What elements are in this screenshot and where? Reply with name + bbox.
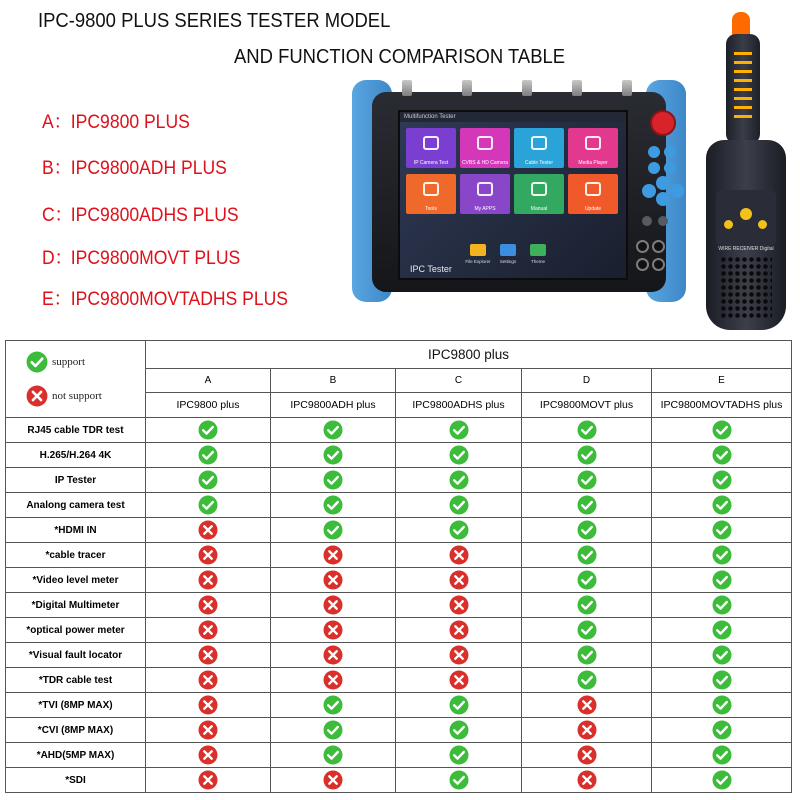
table-row: [6, 768, 792, 793]
not-support-cell: [271, 643, 396, 668]
bnc-connector: [622, 80, 632, 96]
not-support-cell: [396, 543, 522, 568]
column-model-name: IPC9800MOVT plus: [522, 393, 652, 418]
cross-icon: [198, 620, 218, 640]
app-tile: [460, 128, 510, 168]
check-icon: [323, 745, 343, 765]
not-support-cell: [146, 593, 271, 618]
support-cell: [522, 468, 652, 493]
dock-icon: [530, 244, 546, 256]
support-cell: [652, 618, 792, 643]
app-icon: [477, 136, 493, 150]
table-row: [6, 593, 792, 618]
wand-led: [734, 97, 752, 100]
support-cell: [396, 743, 522, 768]
cross-icon: [577, 770, 597, 790]
cross-icon: [449, 595, 469, 615]
model-item: [42, 152, 227, 180]
not-support-cell: [146, 693, 271, 718]
model-item: [42, 106, 190, 134]
cross-icon: [323, 570, 343, 590]
support-cell: [396, 418, 522, 443]
wand-body: [706, 140, 786, 330]
wand-neck: [726, 34, 760, 144]
check-icon: [712, 720, 732, 740]
group-header: IPC9800 plus: [146, 341, 792, 369]
support-cell: [652, 493, 792, 518]
app-label: Media Player: [578, 160, 608, 166]
app-tile: [568, 174, 618, 214]
check-icon: [577, 470, 597, 490]
not-support-cell: [271, 668, 396, 693]
function-button: [658, 216, 668, 226]
support-cell: [652, 518, 792, 543]
support-cell: [522, 518, 652, 543]
support-cell: [652, 743, 792, 768]
nav-button: [664, 162, 676, 174]
dock-label: Settings: [499, 259, 517, 264]
app-icon: [423, 136, 439, 150]
wand-led: [734, 70, 752, 73]
table-row: [6, 493, 792, 518]
table-row: [6, 743, 792, 768]
model-letter: E：: [42, 288, 72, 310]
feature-name: Analong camera test: [6, 493, 146, 518]
comparison-table: [5, 340, 792, 793]
app-icon: [423, 182, 439, 196]
arrow-right-button: [670, 184, 684, 198]
model-item: [42, 242, 240, 270]
check-icon: [577, 420, 597, 440]
support-cell: [522, 493, 652, 518]
check-icon: [449, 770, 469, 790]
table-row: [6, 643, 792, 668]
support-cell: [271, 493, 396, 518]
cross-icon: [577, 695, 597, 715]
feature-name: *cable tracer: [6, 543, 146, 568]
column-letter: C: [396, 369, 522, 393]
app-icon: [531, 136, 547, 150]
not-support-cell: [522, 743, 652, 768]
check-icon: [323, 720, 343, 740]
support-cell: [522, 418, 652, 443]
power-button: [650, 110, 676, 136]
table-row: [6, 518, 792, 543]
cable-tracer-image: [706, 12, 786, 334]
not-support-cell: [271, 543, 396, 568]
not-support-cell: [522, 718, 652, 743]
legend-not-support: [26, 385, 102, 407]
table-row: [6, 443, 792, 468]
support-cell: [271, 518, 396, 543]
not-support-cell: [522, 693, 652, 718]
legend-support-label: support: [52, 356, 85, 368]
legend-support: [26, 351, 85, 373]
check-icon: [449, 745, 469, 765]
check-icon: [323, 420, 343, 440]
screen-header: Multifunction Tester: [400, 112, 626, 122]
check-icon: [26, 351, 48, 373]
support-cell: [652, 543, 792, 568]
arrow-down-button: [656, 192, 670, 206]
model-letter: D：: [42, 247, 73, 269]
support-cell: [522, 643, 652, 668]
not-support-cell: [396, 668, 522, 693]
check-icon: [712, 595, 732, 615]
wand-led: [734, 115, 752, 118]
support-cell: [652, 468, 792, 493]
feature-name: *TVI (8MP MAX): [6, 693, 146, 718]
app-label: My APPS: [474, 206, 496, 212]
check-icon: [712, 520, 732, 540]
check-icon: [198, 420, 218, 440]
table-row: [6, 618, 792, 643]
check-icon: [712, 545, 732, 565]
support-cell: [396, 518, 522, 543]
function-button: [642, 216, 652, 226]
support-cell: [652, 693, 792, 718]
wand-led: [734, 79, 752, 82]
wand-button: [758, 220, 767, 229]
cross-icon: [323, 645, 343, 665]
check-icon: [449, 445, 469, 465]
cross-icon: [198, 720, 218, 740]
check-icon: [198, 470, 218, 490]
support-cell: [271, 718, 396, 743]
model-name: IPC9800 PLUS: [70, 111, 190, 133]
check-icon: [323, 445, 343, 465]
check-icon: [577, 520, 597, 540]
cross-icon: [198, 645, 218, 665]
column-letter: A: [146, 369, 271, 393]
meter-jack: [652, 240, 665, 253]
support-cell: [146, 493, 271, 518]
cross-icon: [323, 595, 343, 615]
check-icon: [577, 595, 597, 615]
check-icon: [198, 445, 218, 465]
not-support-cell: [146, 643, 271, 668]
check-icon: [577, 545, 597, 565]
model-name: IPC9800MOVTADHS PLUS: [70, 288, 288, 310]
not-support-cell: [271, 618, 396, 643]
column-model-name: IPC9800ADH plus: [271, 393, 396, 418]
support-cell: [652, 668, 792, 693]
app-tile: [514, 128, 564, 168]
app-tile: [568, 128, 618, 168]
not-support-cell: [271, 568, 396, 593]
support-cell: [396, 468, 522, 493]
cross-icon: [323, 545, 343, 565]
nav-button: [648, 162, 660, 174]
app-tile: [406, 128, 456, 168]
tester-device-image: [352, 80, 686, 302]
support-cell: [396, 693, 522, 718]
support-cell: [652, 443, 792, 468]
wand-button: [724, 220, 733, 229]
cross-icon: [198, 595, 218, 615]
meter-jack: [636, 240, 649, 253]
wand-speaker-grille: [720, 256, 772, 320]
check-icon: [712, 445, 732, 465]
app-label: Cable Tester: [525, 160, 553, 166]
not-support-cell: [396, 568, 522, 593]
meter-jack: [636, 258, 649, 271]
feature-name: *Digital Multimeter: [6, 593, 146, 618]
table-row: [6, 543, 792, 568]
dock-icon: [470, 244, 486, 256]
check-icon: [449, 420, 469, 440]
support-cell: [271, 418, 396, 443]
cross-icon: [577, 745, 597, 765]
cross-icon: [323, 620, 343, 640]
support-cell: [146, 443, 271, 468]
support-cell: [396, 768, 522, 793]
not-support-cell: [271, 768, 396, 793]
bnc-connector: [572, 80, 582, 96]
check-icon: [712, 470, 732, 490]
model-letter: B：: [42, 157, 72, 179]
table-row: [6, 418, 792, 443]
feature-name: *HDMI IN: [6, 518, 146, 543]
title-line-1: IPC-9800 PLUS SERIES TESTER MODEL: [38, 9, 391, 32]
cross-icon: [449, 620, 469, 640]
cross-icon: [198, 570, 218, 590]
not-support-cell: [396, 618, 522, 643]
meter-jack: [652, 258, 665, 271]
app-icon: [585, 136, 601, 150]
support-cell: [652, 593, 792, 618]
model-item: [42, 283, 288, 311]
support-cell: [652, 568, 792, 593]
cross-icon: [323, 670, 343, 690]
cross-icon: [198, 745, 218, 765]
cross-icon: [449, 645, 469, 665]
check-icon: [449, 495, 469, 515]
check-icon: [712, 770, 732, 790]
check-icon: [712, 495, 732, 515]
wand-label: WIRE RECEIVER Digital: [718, 246, 774, 252]
bnc-connector: [402, 80, 412, 96]
model-name: IPC9800ADH PLUS: [70, 157, 227, 179]
check-icon: [323, 520, 343, 540]
bnc-connector: [462, 80, 472, 96]
check-icon: [323, 695, 343, 715]
dock-label: File Explorer: [465, 259, 491, 264]
bnc-connector: [522, 80, 532, 96]
wand-led: [734, 52, 752, 55]
not-support-cell: [146, 568, 271, 593]
cross-icon: [198, 770, 218, 790]
check-icon: [712, 695, 732, 715]
column-model-name: IPC9800 plus: [146, 393, 271, 418]
feature-name: RJ45 cable TDR test: [6, 418, 146, 443]
device-screen: [398, 110, 628, 280]
nav-button: [648, 146, 660, 158]
check-icon: [712, 570, 732, 590]
support-cell: [271, 693, 396, 718]
app-icon: [477, 182, 493, 196]
app-label: IP Camera Test: [413, 160, 449, 166]
cross-icon: [198, 545, 218, 565]
check-icon: [449, 720, 469, 740]
app-icon: [585, 182, 601, 196]
app-tile: [514, 174, 564, 214]
support-cell: [522, 618, 652, 643]
wand-button: [740, 208, 752, 220]
support-cell: [396, 443, 522, 468]
cross-icon: [198, 520, 218, 540]
not-support-cell: [522, 768, 652, 793]
support-cell: [652, 768, 792, 793]
model-letter: A：: [42, 111, 72, 133]
wand-led: [734, 88, 752, 91]
model-item: [42, 199, 239, 227]
app-label: Update: [584, 206, 602, 212]
not-support-cell: [271, 593, 396, 618]
feature-name: *CVI (8MP MAX): [6, 718, 146, 743]
check-icon: [577, 645, 597, 665]
cross-icon: [577, 720, 597, 740]
cross-icon: [449, 670, 469, 690]
support-cell: [522, 593, 652, 618]
nav-button: [664, 146, 676, 158]
app-icon: [531, 182, 547, 196]
check-icon: [449, 470, 469, 490]
support-cell: [271, 468, 396, 493]
wand-led: [734, 106, 752, 109]
check-icon: [323, 470, 343, 490]
app-label: Manual: [530, 206, 548, 212]
app-tile: [460, 174, 510, 214]
table-row: [6, 568, 792, 593]
model-name: IPC9800ADHS PLUS: [70, 204, 239, 226]
column-letter: E: [652, 369, 792, 393]
column-model-name: IPC9800MOVTADHS plus: [652, 393, 792, 418]
check-icon: [577, 670, 597, 690]
model-letter: C：: [42, 204, 73, 226]
not-support-cell: [146, 668, 271, 693]
column-letter: B: [271, 369, 396, 393]
legend-cell: [6, 341, 146, 418]
column-model-name: IPC9800ADHS plus: [396, 393, 522, 418]
check-icon: [449, 695, 469, 715]
support-cell: [271, 743, 396, 768]
app-tile: [406, 174, 456, 214]
support-cell: [396, 718, 522, 743]
check-icon: [712, 620, 732, 640]
check-icon: [449, 520, 469, 540]
cross-icon: [449, 570, 469, 590]
support-cell: [522, 443, 652, 468]
wand-led: [734, 61, 752, 64]
support-cell: [522, 568, 652, 593]
dock-label: Theme: [530, 259, 545, 264]
check-icon: [577, 570, 597, 590]
feature-name: *SDI: [6, 768, 146, 793]
cross-icon: [198, 695, 218, 715]
check-icon: [577, 445, 597, 465]
feature-name: *TDR cable test: [6, 668, 146, 693]
cross-icon: [26, 385, 48, 407]
check-icon: [323, 495, 343, 515]
app-label: CVBS & HD Camera: [461, 160, 509, 166]
cross-icon: [198, 670, 218, 690]
feature-name: *Visual fault locator: [6, 643, 146, 668]
feature-name: *optical power meter: [6, 618, 146, 643]
screen-label: IPC Tester: [410, 264, 452, 274]
support-cell: [522, 543, 652, 568]
table-row: [6, 718, 792, 743]
check-icon: [577, 620, 597, 640]
model-name: IPC9800MOVT PLUS: [70, 247, 241, 269]
support-cell: [522, 668, 652, 693]
title-line-2: AND FUNCTION COMPARISON TABLE: [234, 45, 566, 68]
arrow-left-button: [642, 184, 656, 198]
check-icon: [712, 745, 732, 765]
support-cell: [271, 443, 396, 468]
not-support-cell: [396, 593, 522, 618]
feature-name: *AHD(5MP MAX): [6, 743, 146, 768]
cross-icon: [323, 770, 343, 790]
arrow-up-button: [656, 176, 670, 190]
column-letter: D: [522, 369, 652, 393]
app-label: Tools: [425, 206, 437, 212]
cross-icon: [449, 545, 469, 565]
not-support-cell: [146, 618, 271, 643]
not-support-cell: [146, 743, 271, 768]
feature-name: H.265/H.264 4K: [6, 443, 146, 468]
table-row: [6, 468, 792, 493]
feature-name: IP Tester: [6, 468, 146, 493]
check-icon: [712, 645, 732, 665]
check-icon: [712, 420, 732, 440]
legend-not-support-label: not support: [52, 390, 102, 402]
feature-name: *Video level meter: [6, 568, 146, 593]
not-support-cell: [146, 543, 271, 568]
support-cell: [146, 468, 271, 493]
not-support-cell: [146, 718, 271, 743]
support-cell: [652, 718, 792, 743]
table-row: [6, 668, 792, 693]
support-cell: [652, 418, 792, 443]
not-support-cell: [396, 643, 522, 668]
check-icon: [712, 670, 732, 690]
support-cell: [652, 643, 792, 668]
table-row: [6, 693, 792, 718]
support-cell: [396, 493, 522, 518]
not-support-cell: [146, 768, 271, 793]
dock-icon: [500, 244, 516, 256]
wand-control-panel: [716, 190, 776, 246]
check-icon: [198, 495, 218, 515]
support-cell: [146, 418, 271, 443]
check-icon: [577, 495, 597, 515]
not-support-cell: [146, 518, 271, 543]
